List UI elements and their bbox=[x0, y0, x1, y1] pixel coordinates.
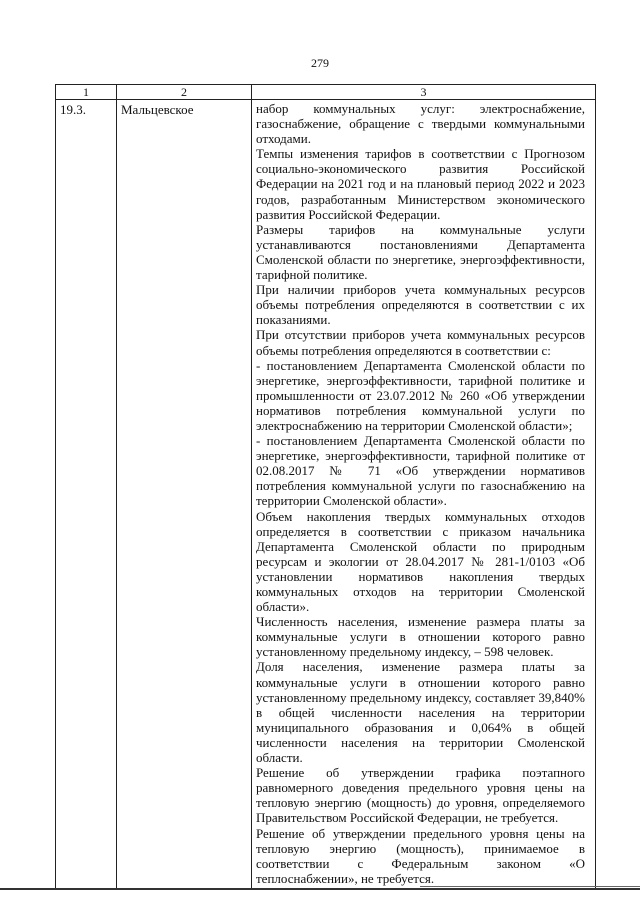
scan-edge-line bbox=[420, 886, 640, 887]
paragraph-tariff-sizes: Размеры тарифов на коммунальные услуги устанавливаются постановлениями Департамента Смоленской области по энергетике, энергоэффективности, тарифной политике. bbox=[256, 221, 585, 283]
settlement-name: Мальцевское bbox=[117, 100, 252, 889]
table-row bbox=[56, 100, 596, 889]
paragraph-meters-present: При наличии приборов учета коммунальных ресурсов объемы потребления определяются в соответствии с их показаниями. bbox=[256, 282, 585, 328]
paragraph-waste-norms: Объем накопления твердых коммунальных отходов определяется в соответствии с приказом начальника Департамента Смоленской области по природным ресурсам и экологии от 28.04.2017 № 281-1/0103 «Об установлении нормативов накопления твердых коммунальных отходов на территории Смоленской области». bbox=[256, 508, 585, 615]
paragraph-gas-norms: - постановлением Департамента Смоленской области по энергетике, энергоэффективности, тарифной политике от 02.08.2017 № 71 «Об утверждении нормативов потребления коммунальной услуги по газоснабжению на территории Смоленской области». bbox=[256, 433, 585, 509]
paragraph-tariff-rates: Темпы изменения тарифов в соответствии с Прогнозом социально-экономического развития Российской Федерации на 2021 год и на плановый период 2022 и 2023 годов, разработанным Министерством экономического развития Российской Федерации. bbox=[256, 146, 585, 222]
paragraph-meters-absent: При отсутствии приборов учета коммунальных ресурсов объемы потребления определяются в соответствии с: bbox=[256, 327, 585, 358]
scan-bottom-border bbox=[0, 888, 640, 890]
paragraph-population-count: Численность населения, изменение размера платы за коммунальные услуги в отношении которого равно установленному предельному индексу, – 598 человек. bbox=[256, 614, 585, 660]
paragraph-electricity-norms: - постановлением Департамента Смоленской области по энергетике, энергоэффективности, тарифной политике и промышленности от 23.07.2012 № 260 «Об утверждении нормативов потребления коммунальной услуги по электроснабжению на территории Смоленской области»; bbox=[256, 357, 585, 433]
header-cell-1: 1 bbox=[56, 85, 117, 100]
header-cell-2: 2 bbox=[117, 85, 252, 100]
paragraph-heat-schedule: Решение об утверждении графика поэтапного равномерного доведения предельного уровня цены на тепловую энергию (мощность) до уровня, определяемого Правительством Российской Федерации, не требуется. bbox=[256, 765, 585, 826]
row-number: 19.3. bbox=[56, 100, 117, 889]
document-table bbox=[55, 84, 596, 889]
header-cell-3: 3 bbox=[252, 85, 596, 100]
table-header-row bbox=[56, 85, 596, 100]
paragraph-population-share: Доля населения, изменение размера платы за коммунальные услуги в отношении которого равно установленному предельному индексу, составляет 39,840% в общей численности населения на территории муниципального образования и 0,064% в общей численности населения на территории Смоленской области. bbox=[256, 659, 585, 766]
paragraph-heat-price: Решение об утверждении предельного уровня цены на тепловую энергию (мощность), принимаемое в соответствии с Федеральным законом «О теплоснабжении», не требуется. bbox=[256, 825, 585, 886]
page-number: 279 bbox=[311, 56, 329, 70]
paragraph-services: набор коммунальных услуг: электроснабжение, газоснабжение, обращение с твердыми коммунальными отходами. bbox=[256, 101, 585, 147]
description-cell bbox=[252, 100, 596, 889]
